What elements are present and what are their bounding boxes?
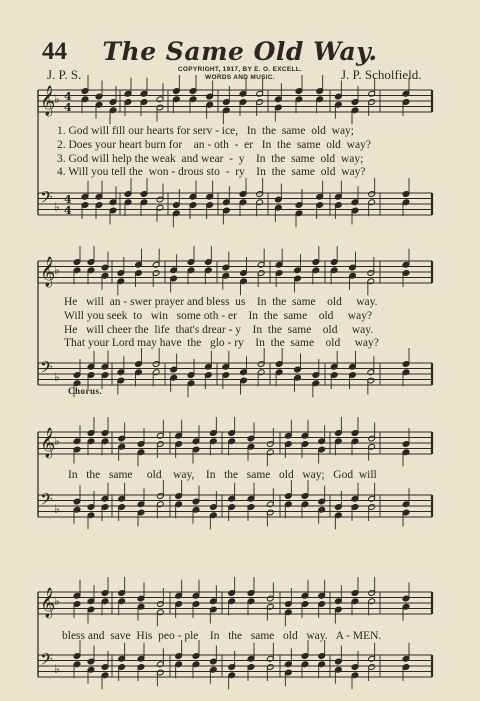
hymn-title: The Same Old Way. [102,37,378,66]
time-signature-top: 4 [64,90,72,103]
verse-1-line: He will an - swer prayer and bless us In the same old way. [64,296,378,308]
flat-icon: ♭ [54,502,60,516]
chorus-line-2: bless and save His peo - ple In the same old way. A - MEN. [62,630,382,642]
flat-icon: ♭ [54,594,60,608]
treble-clef-icon: 𝄞 [40,428,56,458]
time-signature-bottom: 4 [64,204,72,217]
bass-clef-icon: 𝄢 [40,489,53,513]
words-credit: J. P. S. [47,67,82,82]
time-signature-bottom: 4 [64,101,72,114]
verse-4-line: 4. Will you tell the won - drous sto - ry In the same old way? [57,166,366,178]
music-credit: J. P. Scholfield. [341,67,422,82]
time-signature-top: 4 [64,193,72,206]
verse-1-line: 1. God will fill our hearts for serv - ice, In the same old way; [57,125,355,137]
treble-clef-icon: 𝄞 [40,86,56,116]
flat-icon: ♭ [54,263,60,277]
flat-icon: ♭ [54,434,60,448]
treble-clef-icon: 𝄞 [40,588,56,618]
verse-2-line: Will you seek to win some oth - er In the same old way? [64,310,373,322]
chorus-line-1: In the same old way, In the same old way; God will [68,469,377,481]
chorus-label: Chorus. [68,386,103,396]
verse-4-line: That your Lord may have the glo - ry In the same old way? [64,337,379,349]
flat-icon: ♭ [54,662,60,676]
bass-clef-icon: 𝄢 [40,187,53,211]
flat-icon: ♭ [54,370,60,384]
copyright-subline: WORDS AND MUSIC. [205,73,275,81]
bass-clef-icon: 𝄢 [40,357,53,381]
copyright-line: COPYRIGHT, 1917, BY E. O. EXCELL. [177,66,303,73]
verse-3-line: He will cheer the life that's drear - y In the same old way. [64,324,374,336]
bass-clef-icon: 𝄢 [40,649,53,673]
flat-icon: ♭ [54,200,60,214]
verse-3-line: 3. God will help the weak and wear - y In the same old way; [57,153,364,165]
verse-2-line: 2. Does your heart burn for an - oth - er In the same old way? [57,139,371,151]
treble-clef-icon: 𝄞 [40,257,56,287]
hymn-number: 44 [42,38,67,65]
flat-icon: ♭ [54,92,60,106]
